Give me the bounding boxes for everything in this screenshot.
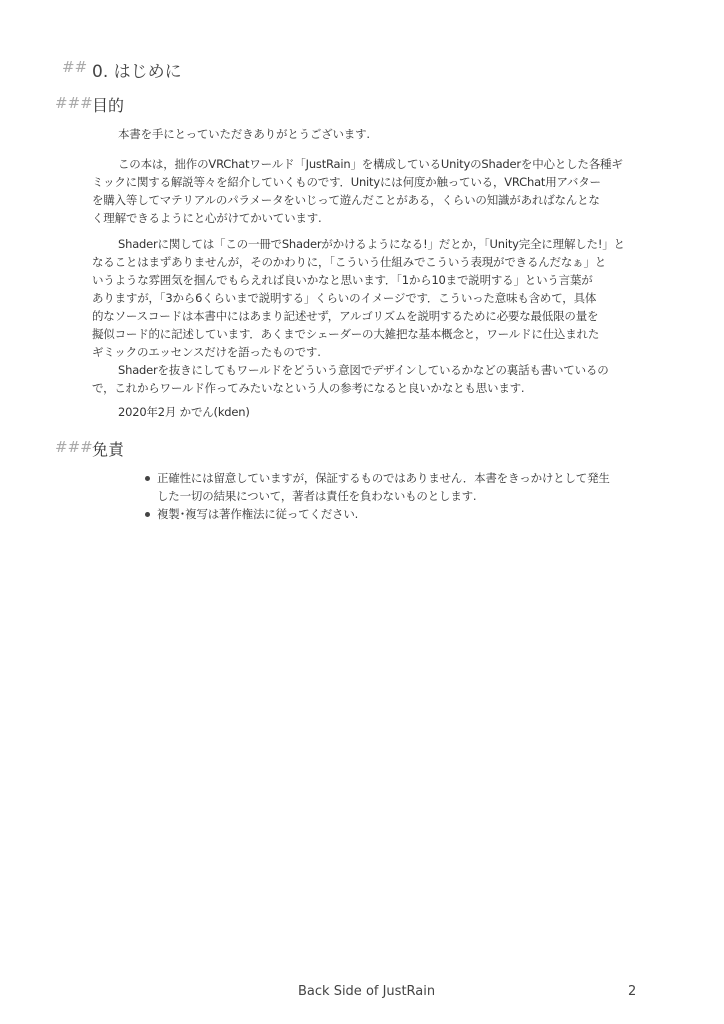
bullet-icon: [145, 476, 150, 481]
paragraph-line: ギミックのエッセンスだけを語ったものです.: [92, 345, 321, 359]
list-item-line: 正確性には留意していますが，保証するものではありません．本書をきっかけとして発生: [157, 471, 610, 485]
paragraph-line: 擬似コード的に記述しています．あくまでシェーダーの大雑把な基本概念と，ワールドに仕込まれた: [92, 327, 600, 341]
paragraph-line: なることはまずありませんが，そのかわりに，「こういう仕組みでこういう表現ができるんだなぁ」と: [92, 255, 607, 269]
paragraph-line: ありますが，「3から6くらいまで説明する」くらいのイメージです．こういった意味も含めて，具体: [92, 291, 597, 305]
bullet-icon: [145, 512, 150, 517]
paragraph-line: ミックに関する解説等々を紹介していくものです．Unityには何度か触っている，VRChat用アバター: [92, 175, 601, 189]
list-item-line: した一切の結果について，著者は責任を負わないものとします.: [157, 489, 477, 503]
paragraph-line: この本は，拙作のVRChatワールド「JustRain」を構成しているUnityのShaderを中心とした各種ギ: [118, 157, 623, 171]
paragraph-line: Shaderを抜きにしてもワールドをどういう意図でデザインしているかなどの裏話も書いているの: [118, 363, 609, 377]
signature: 2020年2月 かでん(kden): [118, 405, 250, 419]
paragraph-line: く理解できるようにと心がけてかいています.: [92, 211, 322, 225]
h3-marker: ###: [55, 94, 93, 112]
paragraph-line: Shaderに関しては「この一冊でShaderがかけるようになる!」だとか，「Unity完全に理解した!」と: [118, 237, 625, 251]
paragraph-line: 本書を手にとっていただきありがとうございます.: [118, 127, 370, 141]
paragraph-line: で，これからワールド作ってみたいなという人の参考になると良いかなとも思います.: [92, 381, 525, 395]
paragraph-line: 的なソースコードは本書中にはあまり記述せず，アルゴリズムを説明するために必要な最低限の量を: [92, 309, 599, 323]
section-title-purpose: 目的: [92, 96, 125, 115]
section-title-disclaimer: 免責: [92, 440, 125, 459]
h2-marker: ##: [62, 58, 88, 76]
list-item-line: 複製･複写は著作権法に従ってください.: [157, 507, 359, 521]
h3-marker: ###: [55, 438, 93, 456]
page-number: 2: [628, 984, 637, 999]
chapter-title: 0. はじめに: [92, 62, 182, 82]
paragraph-line: を購入等してマテリアルのパラメータをいじって遊んだことがある，くらいの知識があればなんとな: [92, 193, 600, 207]
paragraph-line: いうような雰囲気を掴んでもらえれば良いかなと思います．「1から10まで説明する」という言葉が: [92, 273, 593, 287]
footer-title: Back Side of JustRain: [298, 984, 436, 999]
